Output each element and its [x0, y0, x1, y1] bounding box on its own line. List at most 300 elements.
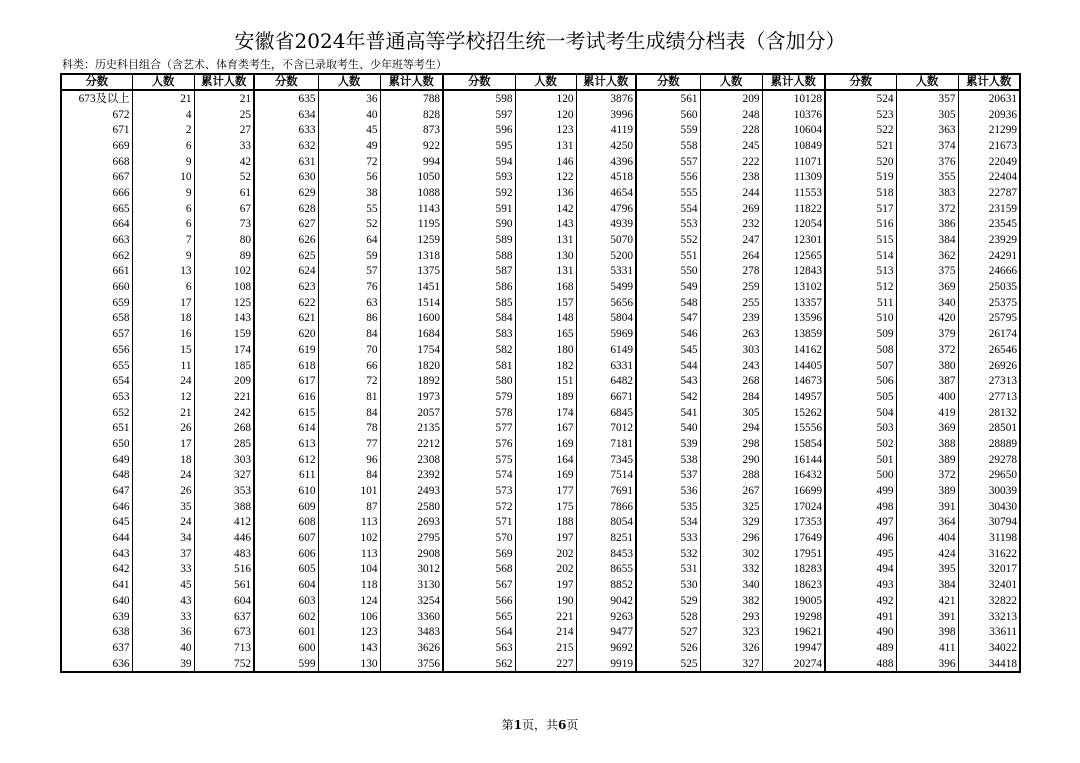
count-cell: 267	[700, 483, 762, 499]
count-cell: 9	[132, 154, 194, 170]
cumulative-cell: 5656	[576, 295, 636, 311]
count-cell: 180	[515, 342, 576, 358]
score-cell: 499	[825, 483, 896, 499]
score-cell: 576	[443, 436, 515, 452]
cumulative-cell: 3130	[380, 577, 443, 593]
cumulative-cell: 6482	[576, 373, 636, 389]
cumulative-cell: 16432	[762, 468, 825, 484]
cumulative-cell: 4654	[576, 185, 636, 201]
count-cell: 123	[515, 122, 576, 138]
score-cell: 608	[254, 515, 318, 531]
score-cell: 630	[254, 169, 318, 185]
count-cell: 39	[132, 656, 194, 673]
score-cell: 523	[825, 107, 896, 123]
count-cell: 411	[896, 640, 958, 656]
count-cell: 7	[132, 232, 194, 248]
count-cell: 389	[896, 483, 958, 499]
score-cell: 621	[254, 311, 318, 327]
score-cell: 571	[443, 515, 515, 531]
score-cell: 534	[636, 515, 700, 531]
cumulative-cell: 19621	[762, 624, 825, 640]
cumulative-cell: 22049	[958, 154, 1020, 170]
score-cell: 541	[636, 405, 700, 421]
table-row	[61, 90, 1020, 107]
cumulative-cell: 3996	[576, 107, 636, 123]
count-cell: 290	[700, 452, 762, 468]
score-cell: 623	[254, 279, 318, 295]
cumulative-cell: 5969	[576, 326, 636, 342]
score-cell: 642	[61, 562, 132, 578]
count-cell: 24	[132, 468, 194, 484]
score-cell: 512	[825, 279, 896, 295]
score-cell: 640	[61, 593, 132, 609]
cumulative-cell: 1050	[380, 169, 443, 185]
count-cell: 143	[515, 217, 576, 233]
score-cell: 539	[636, 436, 700, 452]
count-cell: 34	[132, 530, 194, 546]
score-cell: 489	[825, 640, 896, 656]
header-score: 分数	[825, 74, 896, 90]
count-cell: 362	[896, 248, 958, 264]
count-cell: 157	[515, 295, 576, 311]
score-cell: 599	[254, 656, 318, 673]
cumulative-cell: 19947	[762, 640, 825, 656]
count-cell: 6	[132, 279, 194, 295]
score-cell: 663	[61, 232, 132, 248]
count-cell: 369	[896, 420, 958, 436]
count-cell: 232	[700, 217, 762, 233]
count-cell: 45	[132, 577, 194, 593]
score-cell: 603	[254, 593, 318, 609]
count-cell: 165	[515, 326, 576, 342]
count-cell: 357	[896, 90, 958, 107]
count-cell: 143	[318, 640, 380, 656]
count-cell: 113	[318, 515, 380, 531]
count-cell: 55	[318, 201, 380, 217]
score-cell: 569	[443, 546, 515, 562]
count-cell: 64	[318, 232, 380, 248]
score-cell: 650	[61, 436, 132, 452]
score-cell: 624	[254, 264, 318, 280]
count-cell: 9	[132, 248, 194, 264]
count-cell: 33	[132, 562, 194, 578]
score-cell: 618	[254, 358, 318, 374]
cumulative-cell: 1195	[380, 217, 443, 233]
count-cell: 124	[318, 593, 380, 609]
count-cell: 302	[700, 546, 762, 562]
cumulative-cell: 67	[194, 201, 254, 217]
score-cell: 516	[825, 217, 896, 233]
count-cell: 21	[132, 405, 194, 421]
cumulative-cell: 28132	[958, 405, 1020, 421]
count-cell: 101	[318, 483, 380, 499]
table-row	[61, 279, 1020, 295]
cumulative-cell: 61	[194, 185, 254, 201]
count-cell: 332	[700, 562, 762, 578]
count-cell: 294	[700, 420, 762, 436]
score-cell: 622	[254, 295, 318, 311]
footer-middle: 页，共	[521, 718, 558, 732]
cumulative-cell: 20274	[762, 656, 825, 673]
score-cell: 557	[636, 154, 700, 170]
cumulative-cell: 26926	[958, 358, 1020, 374]
count-cell: 169	[515, 468, 576, 484]
count-cell: 404	[896, 530, 958, 546]
count-cell: 24	[132, 373, 194, 389]
cumulative-cell: 1318	[380, 248, 443, 264]
cumulative-cell: 1514	[380, 295, 443, 311]
score-cell: 536	[636, 483, 700, 499]
table-row	[61, 295, 1020, 311]
score-cell: 647	[61, 483, 132, 499]
count-cell: 151	[515, 373, 576, 389]
count-cell: 284	[700, 389, 762, 405]
score-cell: 662	[61, 248, 132, 264]
score-cell: 556	[636, 169, 700, 185]
cumulative-cell: 3626	[380, 640, 443, 656]
cumulative-cell: 3360	[380, 609, 443, 625]
count-cell: 120	[515, 90, 576, 107]
count-cell: 395	[896, 562, 958, 578]
count-cell: 375	[896, 264, 958, 280]
count-cell: 76	[318, 279, 380, 295]
count-cell: 305	[700, 405, 762, 421]
cumulative-cell: 4939	[576, 217, 636, 233]
cumulative-cell: 25375	[958, 295, 1020, 311]
count-cell: 6	[132, 201, 194, 217]
score-cell: 616	[254, 389, 318, 405]
score-cell: 664	[61, 217, 132, 233]
cumulative-cell: 5804	[576, 311, 636, 327]
cumulative-cell: 2392	[380, 468, 443, 484]
cumulative-cell: 1451	[380, 279, 443, 295]
score-cell: 648	[61, 468, 132, 484]
score-cell: 613	[254, 436, 318, 452]
cumulative-cell: 18283	[762, 562, 825, 578]
count-cell: 420	[896, 311, 958, 327]
count-cell: 4	[132, 107, 194, 123]
cumulative-cell: 18623	[762, 577, 825, 593]
cumulative-cell: 922	[380, 138, 443, 154]
score-cell: 559	[636, 122, 700, 138]
count-cell: 77	[318, 436, 380, 452]
count-cell: 164	[515, 452, 576, 468]
count-cell: 18	[132, 452, 194, 468]
score-cell: 594	[443, 154, 515, 170]
cumulative-cell: 3254	[380, 593, 443, 609]
cumulative-cell: 13859	[762, 326, 825, 342]
cumulative-cell: 14957	[762, 389, 825, 405]
cumulative-cell: 637	[194, 609, 254, 625]
count-cell: 305	[896, 107, 958, 123]
score-cell: 567	[443, 577, 515, 593]
count-cell: 175	[515, 499, 576, 515]
table-row	[61, 122, 1020, 138]
score-cell: 547	[636, 311, 700, 327]
score-cell: 597	[443, 107, 515, 123]
cumulative-cell: 3483	[380, 624, 443, 640]
count-cell: 202	[515, 546, 576, 562]
cumulative-cell: 17353	[762, 515, 825, 531]
count-cell: 364	[896, 515, 958, 531]
score-cell: 652	[61, 405, 132, 421]
table-row	[61, 593, 1020, 609]
score-cell: 614	[254, 420, 318, 436]
score-cell: 617	[254, 373, 318, 389]
score-cell: 668	[61, 154, 132, 170]
cumulative-cell: 22404	[958, 169, 1020, 185]
cumulative-cell: 2493	[380, 483, 443, 499]
score-cell: 671	[61, 122, 132, 138]
cumulative-cell: 22787	[958, 185, 1020, 201]
cumulative-cell: 2693	[380, 515, 443, 531]
cumulative-cell: 13102	[762, 279, 825, 295]
cumulative-cell: 12565	[762, 248, 825, 264]
count-cell: 18	[132, 311, 194, 327]
count-cell: 10	[132, 169, 194, 185]
count-cell: 59	[318, 248, 380, 264]
cumulative-cell: 242	[194, 405, 254, 421]
table-row	[61, 420, 1020, 436]
count-cell: 17	[132, 295, 194, 311]
table-row	[61, 185, 1020, 201]
cumulative-cell: 174	[194, 342, 254, 358]
count-cell: 221	[515, 609, 576, 625]
score-cell: 505	[825, 389, 896, 405]
count-cell: 255	[700, 295, 762, 311]
cumulative-cell: 788	[380, 90, 443, 107]
table-header-row	[61, 74, 1020, 90]
cumulative-cell: 2212	[380, 436, 443, 452]
count-cell: 136	[515, 185, 576, 201]
score-cell: 628	[254, 201, 318, 217]
cumulative-cell: 15556	[762, 420, 825, 436]
header-cumulative: 累计人数	[380, 74, 443, 90]
cumulative-cell: 25035	[958, 279, 1020, 295]
score-cell: 661	[61, 264, 132, 280]
score-cell: 549	[636, 279, 700, 295]
cumulative-cell: 2580	[380, 499, 443, 515]
cumulative-cell: 11309	[762, 169, 825, 185]
score-cell: 667	[61, 169, 132, 185]
cumulative-cell: 33	[194, 138, 254, 154]
count-cell: 84	[318, 326, 380, 342]
count-cell: 49	[318, 138, 380, 154]
cumulative-cell: 12843	[762, 264, 825, 280]
cumulative-cell: 9042	[576, 593, 636, 609]
cumulative-cell: 994	[380, 154, 443, 170]
cumulative-cell: 4796	[576, 201, 636, 217]
count-cell: 239	[700, 311, 762, 327]
count-cell: 130	[318, 656, 380, 673]
cumulative-cell: 15854	[762, 436, 825, 452]
count-cell: 388	[896, 436, 958, 452]
cumulative-cell: 12054	[762, 217, 825, 233]
cumulative-cell: 1600	[380, 311, 443, 327]
score-cell: 665	[61, 201, 132, 217]
count-cell: 391	[896, 609, 958, 625]
count-cell: 63	[318, 295, 380, 311]
score-cell: 562	[443, 656, 515, 673]
cumulative-cell: 23929	[958, 232, 1020, 248]
score-cell: 497	[825, 515, 896, 531]
score-cell: 532	[636, 546, 700, 562]
score-cell: 641	[61, 577, 132, 593]
score-cell: 491	[825, 609, 896, 625]
cumulative-cell: 80	[194, 232, 254, 248]
cumulative-cell: 10604	[762, 122, 825, 138]
cumulative-cell: 516	[194, 562, 254, 578]
count-cell: 70	[318, 342, 380, 358]
cumulative-cell: 15262	[762, 405, 825, 421]
count-cell: 87	[318, 499, 380, 515]
score-cell: 589	[443, 232, 515, 248]
cumulative-cell: 1259	[380, 232, 443, 248]
count-cell: 37	[132, 546, 194, 562]
score-cell: 573	[443, 483, 515, 499]
count-cell: 189	[515, 389, 576, 405]
cumulative-cell: 16144	[762, 452, 825, 468]
count-cell: 35	[132, 499, 194, 515]
cumulative-cell: 3756	[380, 656, 443, 673]
score-cell: 572	[443, 499, 515, 515]
table-row	[61, 201, 1020, 217]
score-cell: 611	[254, 468, 318, 484]
count-cell: 355	[896, 169, 958, 185]
score-cell: 669	[61, 138, 132, 154]
count-cell: 104	[318, 562, 380, 578]
cumulative-cell: 17951	[762, 546, 825, 562]
count-cell: 384	[896, 577, 958, 593]
count-cell: 40	[132, 640, 194, 656]
cumulative-cell: 828	[380, 107, 443, 123]
cumulative-cell: 268	[194, 420, 254, 436]
cumulative-cell: 8852	[576, 577, 636, 593]
header-count: 人数	[700, 74, 762, 90]
cumulative-cell: 89	[194, 248, 254, 264]
count-cell: 296	[700, 530, 762, 546]
cumulative-cell: 21299	[958, 122, 1020, 138]
count-cell: 278	[700, 264, 762, 280]
count-cell: 389	[896, 452, 958, 468]
cumulative-cell: 159	[194, 326, 254, 342]
score-cell: 510	[825, 311, 896, 327]
header-cumulative: 累计人数	[762, 74, 825, 90]
score-cell: 582	[443, 342, 515, 358]
cumulative-cell: 873	[380, 122, 443, 138]
cumulative-cell: 28501	[958, 420, 1020, 436]
header-score: 分数	[443, 74, 515, 90]
table-row	[61, 640, 1020, 656]
cumulative-cell: 30039	[958, 483, 1020, 499]
count-cell: 106	[318, 609, 380, 625]
cumulative-cell: 14405	[762, 358, 825, 374]
cumulative-cell: 73	[194, 217, 254, 233]
score-cell: 606	[254, 546, 318, 562]
cumulative-cell: 446	[194, 530, 254, 546]
cumulative-cell: 102	[194, 264, 254, 280]
score-cell: 588	[443, 248, 515, 264]
cumulative-cell: 26174	[958, 326, 1020, 342]
score-cell: 544	[636, 358, 700, 374]
score-cell: 635	[254, 90, 318, 107]
score-cell: 578	[443, 405, 515, 421]
count-cell: 244	[700, 185, 762, 201]
cumulative-cell: 1820	[380, 358, 443, 374]
score-cell: 656	[61, 342, 132, 358]
cumulative-cell: 5499	[576, 279, 636, 295]
score-cell: 506	[825, 373, 896, 389]
table-row	[61, 107, 1020, 123]
score-cell: 632	[254, 138, 318, 154]
score-cell: 657	[61, 326, 132, 342]
count-cell: 288	[700, 468, 762, 484]
count-cell: 329	[700, 515, 762, 531]
score-cell: 524	[825, 90, 896, 107]
count-cell: 26	[132, 420, 194, 436]
count-cell: 424	[896, 546, 958, 562]
cumulative-cell: 388	[194, 499, 254, 515]
header-score: 分数	[61, 74, 132, 90]
table-row	[61, 373, 1020, 389]
score-cell: 498	[825, 499, 896, 515]
score-cell: 579	[443, 389, 515, 405]
score-cell: 530	[636, 577, 700, 593]
count-cell: 369	[896, 279, 958, 295]
score-cell: 502	[825, 436, 896, 452]
count-cell: 245	[700, 138, 762, 154]
cumulative-cell: 10849	[762, 138, 825, 154]
score-cell: 490	[825, 624, 896, 640]
cumulative-cell: 24291	[958, 248, 1020, 264]
cumulative-cell: 8251	[576, 530, 636, 546]
count-cell: 340	[700, 577, 762, 593]
cumulative-cell: 5200	[576, 248, 636, 264]
count-cell: 396	[896, 656, 958, 673]
score-cell: 639	[61, 609, 132, 625]
cumulative-cell: 4250	[576, 138, 636, 154]
count-cell: 421	[896, 593, 958, 609]
count-cell: 9	[132, 185, 194, 201]
cumulative-cell: 561	[194, 577, 254, 593]
score-cell: 548	[636, 295, 700, 311]
cumulative-cell: 11553	[762, 185, 825, 201]
cumulative-cell: 125	[194, 295, 254, 311]
cumulative-cell: 8655	[576, 562, 636, 578]
count-cell: 148	[515, 311, 576, 327]
score-cell: 633	[254, 122, 318, 138]
count-cell: 243	[700, 358, 762, 374]
table-row	[61, 468, 1020, 484]
cumulative-cell: 4119	[576, 122, 636, 138]
count-cell: 264	[700, 248, 762, 264]
count-cell: 96	[318, 452, 380, 468]
score-cell: 495	[825, 546, 896, 562]
count-cell: 78	[318, 420, 380, 436]
score-cell: 636	[61, 656, 132, 673]
score-cell: 554	[636, 201, 700, 217]
cumulative-cell: 1375	[380, 264, 443, 280]
score-cell: 520	[825, 154, 896, 170]
count-cell: 102	[318, 530, 380, 546]
score-cell: 537	[636, 468, 700, 484]
table-row	[61, 530, 1020, 546]
table-row	[61, 452, 1020, 468]
cumulative-cell: 143	[194, 311, 254, 327]
count-cell: 215	[515, 640, 576, 656]
count-cell: 197	[515, 577, 576, 593]
cumulative-cell: 6671	[576, 389, 636, 405]
